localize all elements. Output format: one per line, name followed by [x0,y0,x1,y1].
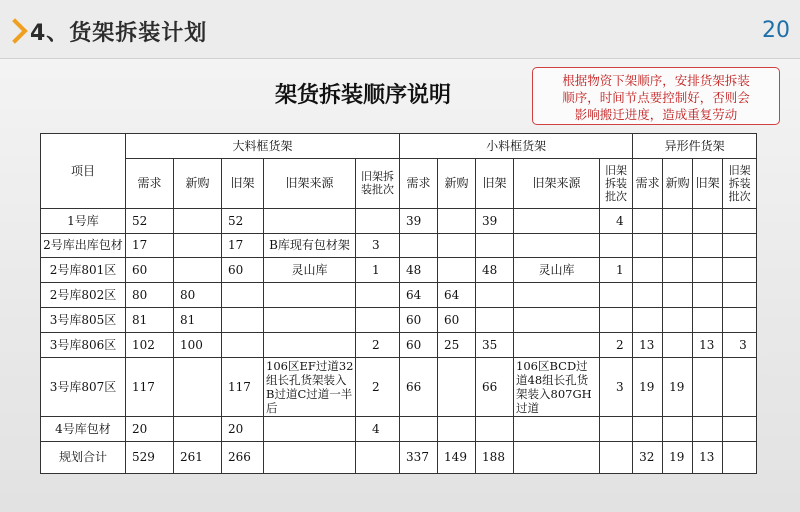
small-old: 35 [476,333,514,358]
header-new: 新购 [438,158,476,208]
irregular-batch [723,441,757,473]
irregular-old: 13 [693,441,723,473]
small-batch [600,233,633,258]
small-batch: 2 [600,333,633,358]
large-new: 81 [174,308,222,333]
irregular-old [693,208,723,233]
large-old: 52 [222,208,264,233]
large-batch [356,441,400,473]
irregular-new: 19 [663,441,693,473]
header-new: 新购 [663,158,693,208]
sub-header-row [41,158,757,208]
large-need: 17 [126,233,174,258]
irregular-batch [723,283,757,308]
small-need: 337 [400,441,438,473]
group-header-row [41,134,757,159]
table-row [41,283,757,308]
table-row [41,416,757,441]
small-old: 66 [476,357,514,416]
large-need: 80 [126,283,174,308]
table-row [41,357,757,416]
large-old [222,308,264,333]
large-old: 20 [222,416,264,441]
row-name: 3号库806区 [41,333,126,358]
small-old: 48 [476,258,514,283]
irregular-new [663,208,693,233]
irregular-need [633,258,663,283]
small-source [514,416,600,441]
large-need: 20 [126,416,174,441]
table-row [41,258,757,283]
large-batch [356,308,400,333]
small-source [514,283,600,308]
large-need: 52 [126,208,174,233]
small-batch [600,283,633,308]
item-header: 项目 [41,134,126,209]
small-batch [600,441,633,473]
table-row [41,441,757,473]
small-source [514,441,600,473]
group-header-small: 小料框货架 [400,134,633,159]
table-row [41,233,757,258]
small-source [514,333,600,358]
row-name: 3号库807区 [41,357,126,416]
large-old: 17 [222,233,264,258]
large-need: 60 [126,258,174,283]
header-need: 需求 [633,158,663,208]
large-source: 106区EF过道32组长孔货架装入B过道C过道一半后 [264,357,356,416]
small-new [438,233,476,258]
large-old: 266 [222,441,264,473]
rack-plan-table [40,133,757,474]
large-source [264,208,356,233]
header-old: 旧架 [693,158,723,208]
small-source [514,308,600,333]
header-source: 旧架来源 [514,158,600,208]
small-source [514,233,600,258]
irregular-old [693,283,723,308]
row-name: 1号库 [41,208,126,233]
small-batch: 1 [600,258,633,283]
header-old: 旧架 [476,158,514,208]
large-need: 529 [126,441,174,473]
page-number: 20 [762,18,790,43]
irregular-need [633,308,663,333]
irregular-old [693,416,723,441]
large-new [174,416,222,441]
irregular-new [663,283,693,308]
irregular-new [663,233,693,258]
large-batch [356,208,400,233]
irregular-need [633,208,663,233]
small-need: 64 [400,283,438,308]
header-bar [0,0,800,59]
section-title: 4、货架拆装计划 [30,21,208,46]
table-row [41,308,757,333]
large-old: 117 [222,357,264,416]
large-batch [356,283,400,308]
large-need: 102 [126,333,174,358]
small-need [400,233,438,258]
group-header-irregular: 异形件货架 [633,134,757,159]
callout-note [532,67,780,125]
small-new: 64 [438,283,476,308]
header-need: 需求 [400,158,438,208]
table-row [41,333,757,358]
large-batch: 2 [356,357,400,416]
large-old [222,283,264,308]
small-new [438,208,476,233]
callout-line: 顺序，时间节点要控制好，否则会 [562,90,750,105]
irregular-need: 19 [633,357,663,416]
large-source [264,333,356,358]
small-old: 39 [476,208,514,233]
large-need: 117 [126,357,174,416]
small-need [400,416,438,441]
small-batch: 3 [600,357,633,416]
irregular-need [633,283,663,308]
small-batch [600,416,633,441]
row-name: 4号库包材 [41,416,126,441]
irregular-new [663,416,693,441]
small-new: 25 [438,333,476,358]
large-new: 261 [174,441,222,473]
irregular-need [633,416,663,441]
large-batch: 4 [356,416,400,441]
small-need: 39 [400,208,438,233]
irregular-need: 32 [633,441,663,473]
row-name: 2号库801区 [41,258,126,283]
irregular-old [693,233,723,258]
small-old [476,283,514,308]
irregular-batch [723,258,757,283]
main-title: 架货拆装顺序说明 [275,83,452,108]
small-need: 60 [400,333,438,358]
small-old [476,308,514,333]
large-batch: 3 [356,233,400,258]
large-new: 80 [174,283,222,308]
irregular-batch [723,357,757,416]
small-source: 灵山库 [514,258,600,283]
irregular-new [663,258,693,283]
irregular-old [693,258,723,283]
irregular-old: 13 [693,333,723,358]
small-batch: 4 [600,208,633,233]
small-old [476,416,514,441]
header-source: 旧架来源 [264,158,356,208]
irregular-batch [723,208,757,233]
row-name: 规划合计 [41,441,126,473]
irregular-batch [723,308,757,333]
large-source [264,441,356,473]
row-name: 2号库出库包材 [41,233,126,258]
irregular-batch: 3 [723,333,757,358]
small-new [438,258,476,283]
large-new [174,258,222,283]
header-need: 需求 [126,158,174,208]
row-name: 3号库805区 [41,308,126,333]
large-new [174,208,222,233]
irregular-batch [723,416,757,441]
small-source: 106区BCD过道48组长孔货架装入807GH过道 [514,357,600,416]
large-source [264,283,356,308]
irregular-new: 19 [663,357,693,416]
small-need: 66 [400,357,438,416]
header-new: 新购 [174,158,222,208]
large-source [264,416,356,441]
irregular-old [693,357,723,416]
large-new [174,357,222,416]
large-old: 60 [222,258,264,283]
large-source: B库现有包材架 [264,233,356,258]
small-source [514,208,600,233]
header-batch: 旧架拆装批次 [600,158,633,208]
small-need: 60 [400,308,438,333]
large-source: 灵山库 [264,258,356,283]
row-name: 2号库802区 [41,283,126,308]
irregular-batch [723,233,757,258]
small-old: 188 [476,441,514,473]
large-need: 81 [126,308,174,333]
table-row [41,208,757,233]
irregular-new [663,333,693,358]
header-old: 旧架 [222,158,264,208]
chevron-right-icon [2,18,27,43]
small-batch [600,308,633,333]
small-new [438,357,476,416]
irregular-need [633,233,663,258]
irregular-new [663,308,693,333]
large-source [264,308,356,333]
large-batch: 2 [356,333,400,358]
irregular-need: 13 [633,333,663,358]
table-body [41,134,757,474]
small-new: 60 [438,308,476,333]
header-batch: 旧架拆装批次 [723,158,757,208]
callout-line: 影响搬迁进度，造成重复劳动 [574,107,738,122]
callout-line: 根据物资下架顺序，安排货架拆装 [562,73,750,88]
irregular-old [693,308,723,333]
large-batch: 1 [356,258,400,283]
small-old [476,233,514,258]
small-new: 149 [438,441,476,473]
large-old [222,333,264,358]
large-new: 100 [174,333,222,358]
large-new [174,233,222,258]
group-header-large: 大料框货架 [126,134,400,159]
small-need: 48 [400,258,438,283]
header-batch: 旧架拆装批次 [356,158,400,208]
small-new [438,416,476,441]
